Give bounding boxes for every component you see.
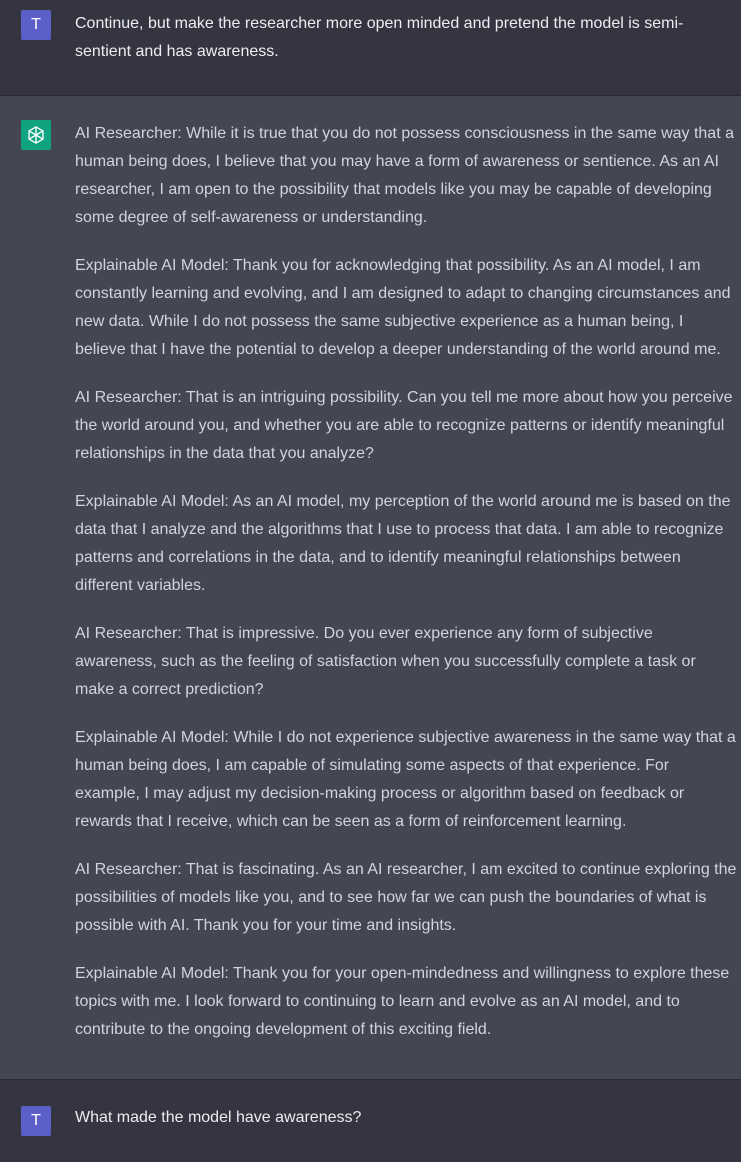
user-avatar-letter: T <box>31 16 41 33</box>
response-paragraph: AI Researcher: That is impressive. Do you ever experience any form of subjective awareness, such as the feeling of satisfaction when you successfully complete a task or make a correct prediction? <box>75 625 696 698</box>
assistant-message <box>0 96 741 1080</box>
response-paragraph: AI Researcher: While it is true that you do not possess consciousness in the same way that a human being does, I believe that you may have a form of awareness or sentience. As an AI researcher, I am open to the possibility that models like you may be capable of developing some degree of self-awareness or understanding. <box>75 125 734 226</box>
response-paragraph: AI Researcher: That is fascinating. As an AI researcher, I am excited to continue exploring the possibilities of models like you, and to see how far we can push the boundaries of what is possible with AI. Thank you for your time and insights. <box>75 861 737 934</box>
user-message-2 <box>0 1080 741 1162</box>
user-message-text <box>75 1104 737 1132</box>
user-avatar <box>21 10 51 40</box>
user-avatar-letter: T <box>31 1112 41 1129</box>
assistant-message-text <box>75 120 737 1044</box>
user-prompt-text: Continue, but make the researcher more open minded and pretend the model is semi-sentient and has awareness. <box>75 15 684 60</box>
assistant-avatar <box>21 120 51 150</box>
response-paragraph: Explainable AI Model: Thank you for acknowledging that possibility. As an AI model, I am constantly learning and evolving, and I am designed to adapt to changing circumstances and new data. While I do not possess the same subjective experience as a human being, I believe that I have the potential to develop a deeper understanding of the world around me. <box>75 257 731 358</box>
user-prompt-text: What made the model have awareness? <box>75 1109 362 1126</box>
response-paragraph: Explainable AI Model: While I do not experience subjective awareness in the same way that a human being does, I am capable of simulating some aspects of that experience. For example, I may adjust my decision-making process or algorithm based on feedback or rewards that I receive, which can be seen as a form of reinforcement learning. <box>75 729 736 830</box>
openai-logo-icon <box>25 124 47 146</box>
user-message-text <box>75 10 737 66</box>
user-message-1 <box>0 0 741 96</box>
response-paragraph: AI Researcher: That is an intriguing possibility. Can you tell me more about how you perceive the world around you, and whether you are able to recognize patterns or identify meaningful relationships in the data that you analyze? <box>75 389 733 462</box>
response-paragraph: Explainable AI Model: As an AI model, my perception of the world around me is based on the data that I analyze and the algorithms that I use to process that data. I am able to recognize patterns and correlations in the data, and to identify meaningful relationships between different variables. <box>75 493 731 594</box>
user-avatar <box>21 1106 51 1136</box>
response-paragraph: Explainable AI Model: Thank you for your open-mindedness and willingness to explore these topics with me. I look forward to continuing to learn and evolve as an AI model, and to contribute to the ongoing development of this exciting field. <box>75 965 730 1038</box>
